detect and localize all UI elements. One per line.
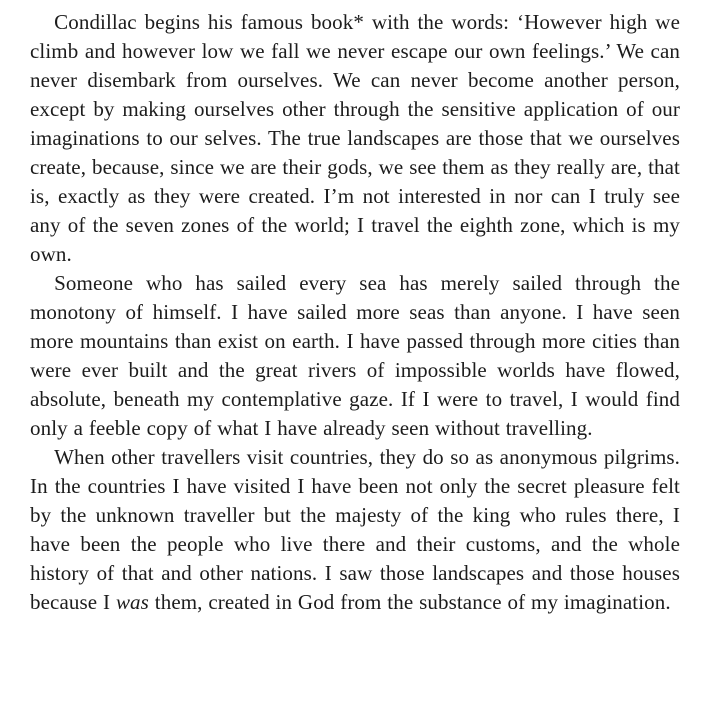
- paragraph-3-segment-normal: When other travellers visit countries, they do so as anonymous pilgrims. In the countries I have visited I have been not only the secret pleasure felt by the unknown traveller but the majesty of the king who rules there, I have been the people who live there and their customs, and the whole history of that and other nations. I saw those landscapes and those houses because I: [30, 445, 680, 614]
- paragraph-2: Someone who has sailed every sea has merely sailed through the monotony of himself. I have sailed more seas than anyone. I have seen more mountains than exist on earth. I have passed through more cities than were ever built and the great rivers of impossible worlds have flowed, absolute, beneath my contemplative gaze. If I were to travel, I would find only a feeble copy of what I have already seen without travelling.: [30, 271, 680, 440]
- paragraph-3: [30, 443, 680, 617]
- paragraph-1: Condillac begins his famous book* with the words: ‘However high we climb and however low we fall we never escape our own feelings.’ We can never disembark from ourselves. We can never become another person, except by making ourselves other through the sensitive application of our imaginations to our selves. The true landscapes are those that we ourselves create, because, since we are their gods, we see them as they really are, that is, exactly as they were created. I’m not interested in nor can I truly see any of the seven zones of the world; I travel the eighth zone, which is my own.: [30, 10, 680, 266]
- paragraph-3-segment-normal: them, created in God from the substance of my imagination.: [148, 590, 671, 614]
- paragraph-3-segment-italic: was: [115, 590, 149, 614]
